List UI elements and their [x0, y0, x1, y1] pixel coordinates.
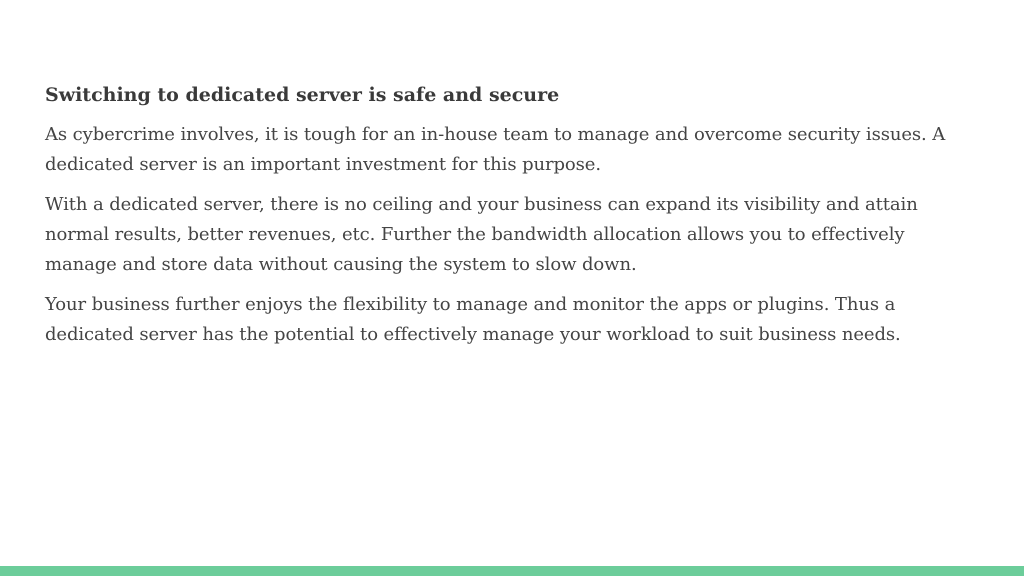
slide-heading: Switching to dedicated server is safe and secure	[45, 84, 560, 106]
accent-bottom-bar	[0, 566, 1024, 576]
paragraph-flexibility: Your business further enjoys the flexibility to manage and monitor the apps or plugins. Thus a dedicated server has the potential to effectively manage your workload to suit business needs.	[45, 294, 901, 345]
paragraph-scalability: With a dedicated server, there is no ceiling and your business can expand its visibility and attain normal results, better revenues, etc. Further the bandwidth allocation allows you to effectively manage and store data without causing the system to slow down.	[45, 194, 918, 275]
paragraph-security: As cybercrime involves, it is tough for an in-house team to manage and overcome security issues. A dedicated server is an important investment for this purpose.	[45, 124, 946, 175]
